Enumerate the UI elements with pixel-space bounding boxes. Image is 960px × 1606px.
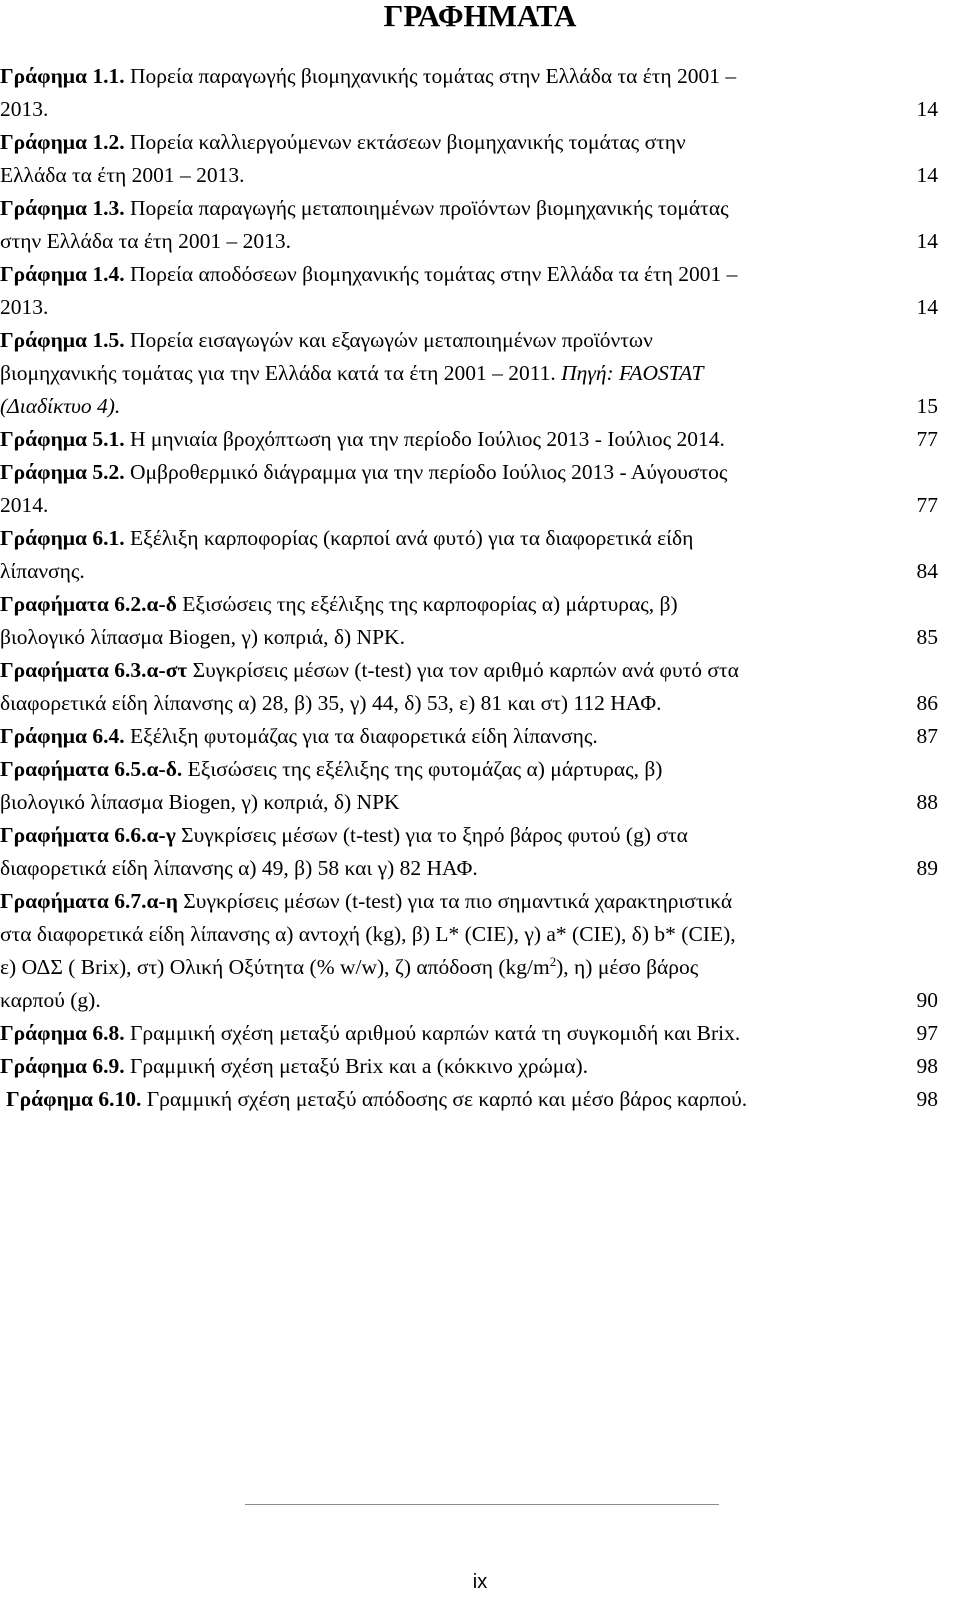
toc-entry-label: Γραφήματα 6.3.α-στ [0,658,188,682]
toc-entry-text-continued: διαφορετικά είδη λίπανσης α) 49, β) 58 και γ) 82 ΗΑΦ. [0,856,478,880]
toc-entry-text-continued: βιολογικό λίπασμα Biogen, γ) κοπριά, δ) NPK. [0,625,405,649]
toc-entry-text [0,126,686,159]
toc-entry-text [0,1050,588,1083]
toc-entry-title: Συγκρίσεις μέσων (t-test) για τον αριθμό καρπών ανά φυτό στα [187,658,739,682]
toc-entry-title: Πορεία εισαγωγών και εξαγωγών μεταποιημένων προϊόντων [124,328,653,352]
toc-entry-text [0,456,727,489]
toc-entry-title: Πορεία αποδόσεων βιομηχανικής τομάτας στην Ελλάδα τα έτη 2001 – [124,262,738,286]
toc-page-number: 85 [916,625,938,649]
toc-entry-label: Γράφημα 6.8. [0,1021,125,1045]
toc-page-number: 14 [916,163,938,187]
toc-entry-text [0,654,739,687]
toc-entry-title-part: βιομηχανικής τομάτας για την Ελλάδα κατά τα έτη 2001 – 2011. [0,361,562,385]
toc-entry-title: Εξισώσεις της εξέλιξης της καρποφορίας α) μάρτυρας, β) [176,592,678,616]
toc-entry-text [0,588,678,621]
toc-entry-text-continued: βιολογικό λίπασμα Biogen, γ) κοπριά, δ) NPK [0,790,400,814]
toc-entry-text [0,324,653,357]
toc-entry-title: Εξέλιξη καρποφορίας (καρποί ανά φυτό) για τα διαφορετικά είδη [124,526,694,550]
toc-entry-title-part: ε) ΟΔΣ ( Brix), στ) Ολική Οξύτητα (% w/w), ζ) απόδοση (kg/m [0,955,550,979]
page-title: ΓΡΑΦΗΜΑΤΑ [383,0,577,33]
toc-entry-title: Γραμμική σχέση μεταξύ αριθμού καρπών κατά τη συγκομιδή και Brix. [124,1021,741,1045]
toc-entry-title: Η μηνιαία βροχόπτωση για την περίοδο Ιούλιος 2013 - Ιούλιος 2014. [124,427,725,451]
toc-page-number: 98 [916,1087,938,1111]
toc-entry-label: Γράφημα 1.3. [0,196,125,220]
toc-entry-text [0,720,598,753]
toc-entry-text [0,819,688,852]
toc-entry-title: Εξέλιξη φυτομάζας για τα διαφορετικά είδη λίπανσης. [124,724,598,748]
toc-page-number: 14 [916,97,938,121]
toc-entry-title: Συγκρίσεις μέσων (t-test) για το ξηρό βάρος φυτού (g) στα [175,823,688,847]
toc-entry-title: Πορεία καλλιεργούμενων εκτάσεων βιομηχανικής τομάτας στην [124,130,686,154]
toc-entry-label: Γράφημα 6.1. [0,526,125,550]
toc-entry-label: Γραφήματα 6.6.α-γ [0,823,176,847]
toc-entry-label: Γραφήματα 6.2.α-δ [0,592,177,616]
toc-entry-label: Γράφημα 5.1. [0,427,125,451]
toc-entry-text-continued: λίπανσης. [0,559,85,583]
toc-entry-text-continued [0,357,703,390]
toc-entry-title: Εξισώσεις της εξέλιξης της φυτομάζας α) μάρτυρας, β) [182,757,663,781]
toc-page-number: 89 [916,856,938,880]
toc-page-number: 77 [916,427,938,451]
toc-entry-label: Γράφημα 5.2. [0,460,125,484]
toc-entry-text [0,885,732,918]
toc-entry-text-continued: διαφορετικά είδη λίπανσης α) 28, β) 35, γ) 44, δ) 53, ε) 81 και στ) 112 ΗΑΦ. [0,691,662,715]
toc-entry-title: Ομβροθερμικό διάγραμμα για την περίοδο Ιούλιος 2013 - Αύγουστος [124,460,728,484]
toc-entry-source-continued: (Διαδίκτυο 4). [0,394,121,418]
toc-entry-title: Γραμμική σχέση μεταξύ απόδοσης σε καρπό και μέσο βάρος καρπού. [141,1087,748,1111]
toc-entry-text-continued: καρπού (g). [0,988,101,1012]
toc-entry-source: Πηγή: FAOSTAT [561,361,704,385]
toc-page-number: 97 [916,1021,938,1045]
toc-entry-label: Γράφημα 6.4. [0,724,125,748]
toc-entry-text-continued: Ελλάδα τα έτη 2001 – 2013. [0,163,245,187]
toc-entry-title: Συγκρίσεις μέσων (t-test) για τα πιο σημαντικά χαρακτηριστικά [177,889,733,913]
toc-page-number: 87 [916,724,938,748]
toc-entry-label: Γράφημα 1.2. [0,130,125,154]
toc-entry-text [0,423,725,456]
superscript: 2 [549,954,557,969]
toc-entry-label: Γράφημα 1.1. [0,64,125,88]
toc-page-number: 84 [916,559,938,583]
toc-entry-text [0,60,736,93]
toc-page-number: 77 [916,493,938,517]
toc-entry-title: Πορεία παραγωγής μεταποιημένων προϊόντων βιομηχανικής τομάτας [124,196,729,220]
footer-divider [245,1504,719,1505]
toc-entry-text [0,522,693,555]
toc-entry-text-continued: 2013. [0,97,49,121]
toc-entry-text-continued [0,951,698,984]
toc-page-number: 88 [916,790,938,814]
toc-entry-label: Γράφημα 1.4. [0,262,125,286]
toc-entry-label: Γραφήματα 6.5.α-δ. [0,757,183,781]
toc-entry-text-continued: στην Ελλάδα τα έτη 2001 – 2013. [0,229,292,253]
toc-entry-label: Γραφήματα 6.7.α-η [0,889,178,913]
toc-entry-text-continued: 2013. [0,295,49,319]
toc-page-number: 14 [916,295,938,319]
toc-page-number: 86 [916,691,938,715]
toc-entry-text-continued: στα διαφορετικά είδη λίπανσης α) αντοχή (kg), β) L* (CIE), γ) a* (CIE), δ) b* (CIE), [0,922,736,946]
toc-entry-label: Γράφημα 6.10. [6,1087,142,1111]
page-number: ix [472,1571,488,1593]
toc-entry-label: Γράφημα 6.9. [0,1054,125,1078]
toc-entry-text [0,192,729,225]
toc-page-number: 15 [916,394,938,418]
toc-entry-text [0,258,737,291]
toc-entry-label: Γράφημα 1.5. [0,328,125,352]
toc-entry-text [0,1017,740,1050]
toc-entry-text [0,753,662,786]
toc-entry-title: Πορεία παραγωγής βιομηχανικής τομάτας στην Ελλάδα τα έτη 2001 – [124,64,737,88]
toc-page-number: 98 [916,1054,938,1078]
toc-entry-text-continued: 2014. [0,493,49,517]
toc-entry-title-part: ), η) μέσο βάρος [556,955,699,979]
toc-entry-title: Γραμμική σχέση μεταξύ Brix και a (κόκκινο χρώμα). [124,1054,589,1078]
toc-entry-text [6,1083,747,1116]
toc-page-number: 14 [916,229,938,253]
toc-page-number: 90 [916,988,938,1012]
